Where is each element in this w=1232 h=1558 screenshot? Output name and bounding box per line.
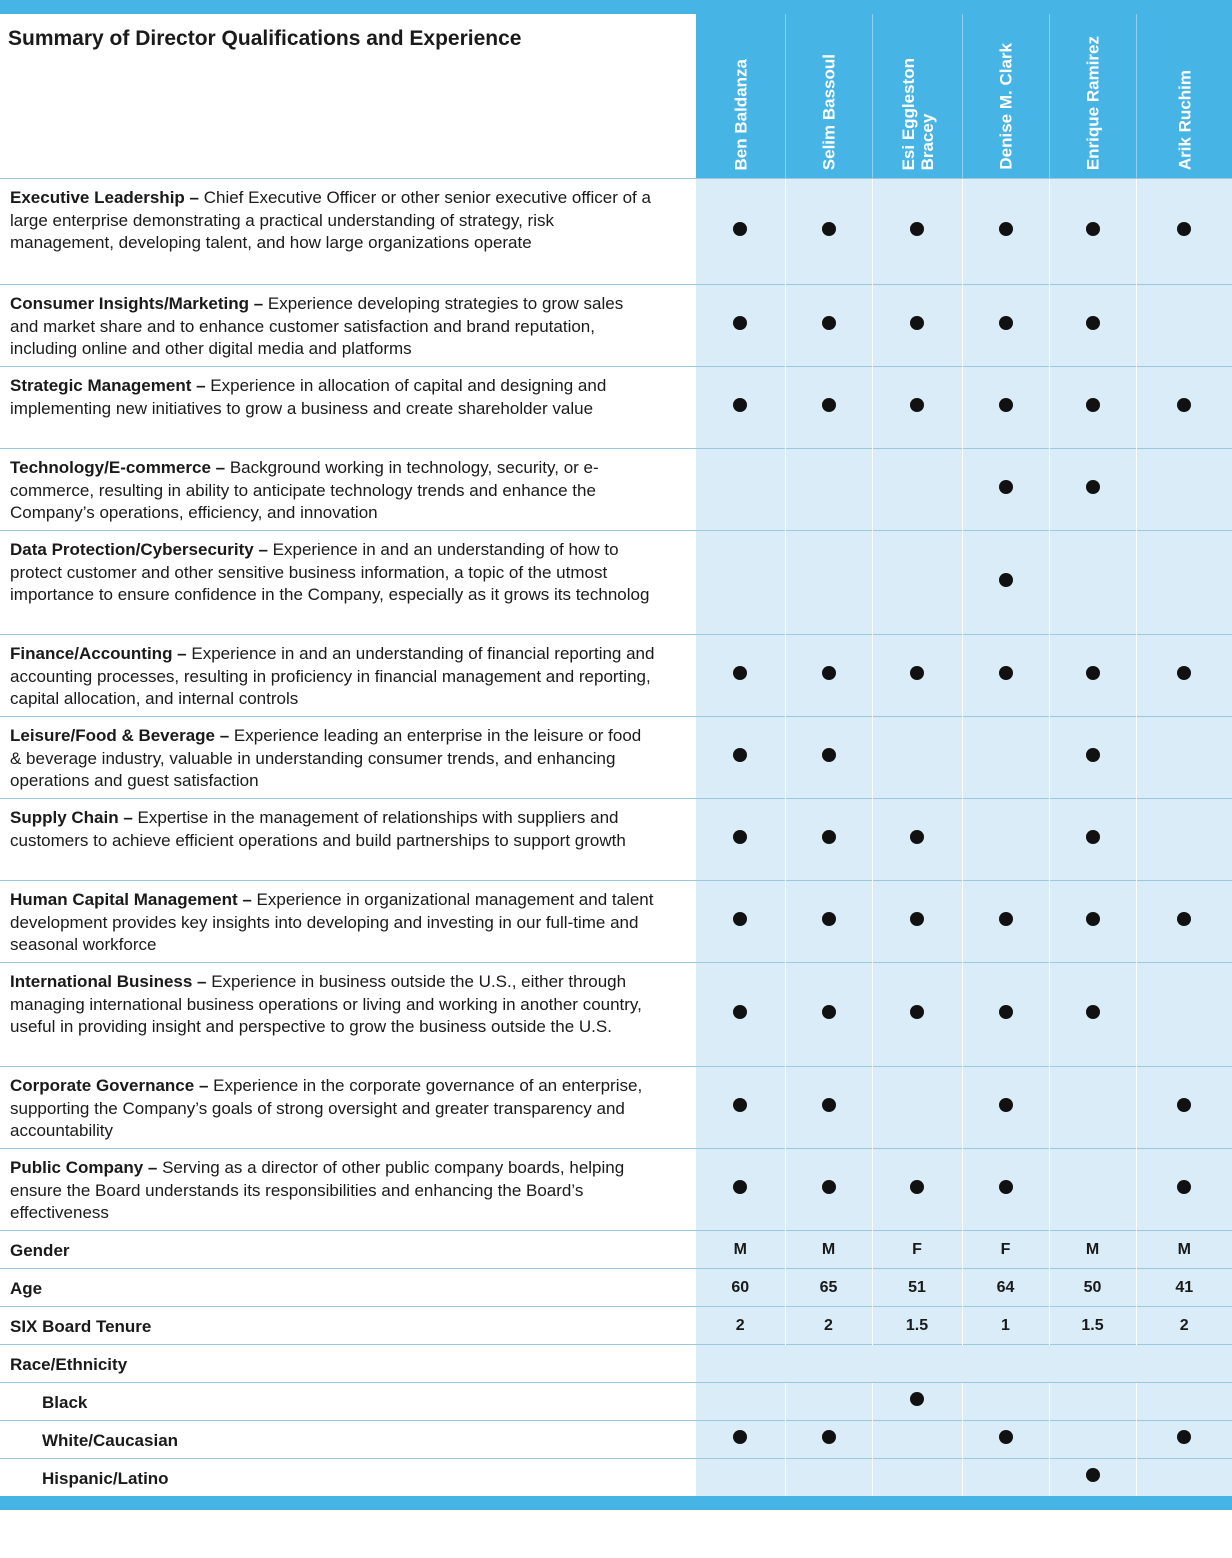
stat-label: SIX Board Tenure xyxy=(0,1307,696,1345)
matrix-cell xyxy=(872,799,962,881)
qualification-title: Finance/Accounting – xyxy=(10,644,187,663)
director-column-header xyxy=(1049,14,1136,178)
stat-value: 51 xyxy=(872,1269,962,1307)
director-name: Esi Eggleston Bracey xyxy=(898,57,937,170)
director-column-header xyxy=(962,14,1049,178)
qualification-title: International Business – xyxy=(10,972,207,991)
qualification-row xyxy=(0,717,1232,799)
matrix-cell xyxy=(696,1421,785,1459)
matrix-cell xyxy=(785,881,872,963)
check-dot-icon xyxy=(822,666,836,680)
check-dot-icon xyxy=(822,830,836,844)
check-dot-icon xyxy=(1086,748,1100,762)
check-dot-icon xyxy=(910,316,924,330)
matrix-cell xyxy=(962,881,1049,963)
matrix-cell xyxy=(872,367,962,449)
matrix-cell xyxy=(785,1383,872,1421)
check-dot-icon xyxy=(910,1180,924,1194)
stat-value: M xyxy=(1049,1231,1136,1269)
matrix-cell xyxy=(1049,449,1136,531)
matrix-cell xyxy=(962,367,1049,449)
check-dot-icon xyxy=(733,748,747,762)
stat-value: 1.5 xyxy=(872,1307,962,1345)
check-dot-icon xyxy=(733,1098,747,1112)
qualification-description: Background working in technology, security, or e-commerce, resulting in ability to anticipate technology trends and enhance the Company’s operations, efficiency, and innovation xyxy=(10,458,599,522)
matrix-cell xyxy=(1136,1459,1232,1497)
qualification-row xyxy=(0,179,1232,285)
race-heading: Race/Ethnicity xyxy=(0,1345,696,1383)
check-dot-icon xyxy=(822,1180,836,1194)
qualification-row xyxy=(0,449,1232,531)
matrix-cell xyxy=(1136,449,1232,531)
qualification-description: Experience leading an enterprise in the leisure or food & beverage industry, valuable in understanding consumer trends, and enhancing operations and guest satisfaction xyxy=(10,726,642,790)
stat-value: 2 xyxy=(696,1307,785,1345)
matrix-cell xyxy=(785,1421,872,1459)
matrix-cell xyxy=(1136,881,1232,963)
check-dot-icon xyxy=(1177,1098,1191,1112)
matrix-cell xyxy=(872,449,962,531)
matrix-cell xyxy=(785,1149,872,1231)
page-title: Summary of Director Qualifications and Experience xyxy=(8,27,522,50)
matrix-cell xyxy=(785,799,872,881)
check-dot-icon xyxy=(733,398,747,412)
check-dot-icon xyxy=(733,1430,747,1444)
matrix-cell xyxy=(872,1459,962,1497)
matrix-cell xyxy=(1049,963,1136,1067)
matrix-cell xyxy=(962,531,1049,635)
stat-value: 64 xyxy=(962,1269,1049,1307)
qualification-description: Experience in organizational management and talent development provides key insights into developing and investing in our full-time and seasonal workforce xyxy=(10,890,654,954)
check-dot-icon xyxy=(999,480,1013,494)
matrix-cell xyxy=(872,285,962,367)
check-dot-icon xyxy=(822,1005,836,1019)
check-dot-icon xyxy=(999,316,1013,330)
qualification-description: Serving as a director of other public company boards, helping ensure the Board understands its responsibilities and enhancing the Board’s effectiveness xyxy=(10,1158,625,1222)
stat-value: 1 xyxy=(962,1307,1049,1345)
matrix-cell xyxy=(696,179,785,285)
matrix-cell xyxy=(696,1383,785,1421)
stat-label: Gender xyxy=(0,1231,696,1269)
director-name: Denise M. Clark xyxy=(996,43,1016,170)
race-heading-band xyxy=(696,1345,1232,1383)
matrix-cell xyxy=(962,717,1049,799)
qualification-title: Supply Chain – xyxy=(10,808,133,827)
check-dot-icon xyxy=(910,1005,924,1019)
director-column-header xyxy=(872,14,962,178)
check-dot-icon xyxy=(910,1392,924,1406)
matrix-cell xyxy=(696,1149,785,1231)
matrix-cell xyxy=(872,1067,962,1149)
check-dot-icon xyxy=(999,398,1013,412)
matrix-cell xyxy=(872,1149,962,1231)
matrix-cell xyxy=(785,367,872,449)
check-dot-icon xyxy=(999,1098,1013,1112)
matrix-cell xyxy=(696,717,785,799)
check-dot-icon xyxy=(1086,316,1100,330)
check-dot-icon xyxy=(822,398,836,412)
check-dot-icon xyxy=(733,222,747,236)
matrix-cell xyxy=(962,1383,1049,1421)
matrix-cell xyxy=(1049,1421,1136,1459)
matrix-cell xyxy=(1136,367,1232,449)
matrix-cell xyxy=(1049,717,1136,799)
check-dot-icon xyxy=(1086,666,1100,680)
qualification-row xyxy=(0,367,1232,449)
director-header-band xyxy=(696,14,1232,178)
matrix-cell xyxy=(962,179,1049,285)
qualification-title: Consumer Insights/Marketing – xyxy=(10,294,264,313)
matrix-cell xyxy=(696,285,785,367)
qualification-title: Strategic Management – xyxy=(10,376,206,395)
matrix-cell xyxy=(1049,531,1136,635)
qualification-title: Human Capital Management – xyxy=(10,890,252,909)
stat-value: M xyxy=(785,1231,872,1269)
qualification-label xyxy=(0,963,696,1067)
qualification-label xyxy=(0,449,696,531)
check-dot-icon xyxy=(1086,830,1100,844)
qualification-description: Experience in allocation of capital and designing and implementing new initiatives to grow a business and create shareholder value xyxy=(10,376,607,418)
matrix-cell xyxy=(1136,1383,1232,1421)
matrix-cell xyxy=(872,963,962,1067)
matrix-cell xyxy=(785,1067,872,1149)
bottom-accent-bar xyxy=(0,1496,1232,1510)
matrix-cell xyxy=(785,531,872,635)
matrix-cell xyxy=(962,285,1049,367)
matrix-cell xyxy=(785,285,872,367)
check-dot-icon xyxy=(910,666,924,680)
check-dot-icon xyxy=(999,1180,1013,1194)
check-dot-icon xyxy=(999,222,1013,236)
race-label: White/Caucasian xyxy=(0,1421,696,1459)
matrix-cell xyxy=(962,1459,1049,1497)
qualification-title: Corporate Governance – xyxy=(10,1076,209,1095)
matrix-cell xyxy=(1049,367,1136,449)
matrix-cell xyxy=(696,635,785,717)
director-column-header xyxy=(785,14,872,178)
check-dot-icon xyxy=(733,666,747,680)
check-dot-icon xyxy=(733,1180,747,1194)
director-name: Arik Ruchim xyxy=(1175,69,1194,170)
qualification-row xyxy=(0,881,1232,963)
matrix-cell xyxy=(1136,179,1232,285)
stat-value: 41 xyxy=(1136,1269,1232,1307)
check-dot-icon xyxy=(1177,398,1191,412)
matrix-cell xyxy=(1136,285,1232,367)
matrix-cell xyxy=(872,1421,962,1459)
matrix-cell xyxy=(872,635,962,717)
qualification-row xyxy=(0,285,1232,367)
qualification-label xyxy=(0,531,696,635)
matrix-cell xyxy=(785,963,872,1067)
qualification-description: Experience in and an understanding of financial reporting and accounting processes, resulting in proficiency in financial management and reporting, capital allocation, and internal controls xyxy=(10,644,655,708)
matrix-cell xyxy=(696,799,785,881)
stat-value: 50 xyxy=(1049,1269,1136,1307)
check-dot-icon xyxy=(999,666,1013,680)
matrix-cell xyxy=(785,449,872,531)
check-dot-icon xyxy=(733,316,747,330)
stat-row xyxy=(0,1307,1232,1345)
stat-value: 1.5 xyxy=(1049,1307,1136,1345)
qualification-title: Data Protection/Cybersecurity – xyxy=(10,540,268,559)
qualification-description: Experience in business outside the U.S., either through managing international business operations or living and working in another country, useful in providing insight and perspective to grow the business outside the U.S. xyxy=(10,972,642,1036)
stat-value: M xyxy=(696,1231,785,1269)
race-label: Hispanic/Latino xyxy=(0,1459,696,1497)
matrix-cell xyxy=(1136,1067,1232,1149)
qualification-title: Executive Leadership – xyxy=(10,188,199,207)
check-dot-icon xyxy=(910,912,924,926)
matrix-cell xyxy=(1136,717,1232,799)
check-dot-icon xyxy=(1177,1430,1191,1444)
matrix-cell xyxy=(872,531,962,635)
matrix-cell xyxy=(872,881,962,963)
matrix-cell xyxy=(872,717,962,799)
matrix-cell xyxy=(1049,1383,1136,1421)
matrix-cell xyxy=(1136,799,1232,881)
qualification-label xyxy=(0,881,696,963)
matrix-cell xyxy=(962,635,1049,717)
check-dot-icon xyxy=(910,222,924,236)
qualification-label xyxy=(0,717,696,799)
matrix-cell xyxy=(1049,1067,1136,1149)
check-dot-icon xyxy=(1177,666,1191,680)
top-accent-bar xyxy=(0,0,1232,14)
check-dot-icon xyxy=(1086,1005,1100,1019)
matrix-cell xyxy=(696,449,785,531)
qualification-description: Chief Executive Officer or other senior executive officer of a large enterprise demonstrating a practical understanding of strategy, risk management, developing talent, and how large organizations operate xyxy=(10,188,651,252)
director-name: Ben Baldanza xyxy=(731,58,750,170)
matrix-cell xyxy=(1049,179,1136,285)
matrix-cell xyxy=(1049,799,1136,881)
matrix-cell xyxy=(696,1067,785,1149)
race-label: Black xyxy=(0,1383,696,1421)
race-row xyxy=(0,1459,1232,1497)
qualification-title: Public Company – xyxy=(10,1158,158,1177)
qualification-description: Experience in the corporate governance of an enterprise, supporting the Company’s goals of strong oversight and greater transparency and accountability xyxy=(10,1076,643,1140)
qualification-description: Experience developing strategies to grow sales and market share and to enhance customer satisfaction and brand reputation, including online and other digital media and platforms xyxy=(10,294,624,358)
matrix-cell xyxy=(1136,1149,1232,1231)
stat-value: 2 xyxy=(1136,1307,1232,1345)
director-name: Selim Bassoul xyxy=(819,53,839,170)
matrix-cell xyxy=(872,179,962,285)
check-dot-icon xyxy=(1086,222,1100,236)
qualification-label xyxy=(0,1149,696,1231)
qualification-title: Leisure/Food & Beverage – xyxy=(10,726,230,745)
matrix-cell xyxy=(872,1383,962,1421)
qualification-row xyxy=(0,799,1232,881)
check-dot-icon xyxy=(910,830,924,844)
director-name: Enrique Ramirez xyxy=(1083,35,1103,170)
matrix-cell xyxy=(1136,635,1232,717)
matrix-cell xyxy=(962,1421,1049,1459)
matrix-cell xyxy=(1136,963,1232,1067)
check-dot-icon xyxy=(1086,1468,1100,1482)
check-dot-icon xyxy=(910,398,924,412)
stat-value: 60 xyxy=(696,1269,785,1307)
matrix-cell xyxy=(1136,531,1232,635)
stat-value: 2 xyxy=(785,1307,872,1345)
matrix-cell xyxy=(696,881,785,963)
qualification-row xyxy=(0,531,1232,635)
matrix-cell xyxy=(962,1149,1049,1231)
matrix-cell xyxy=(1049,285,1136,367)
matrix-cell xyxy=(785,635,872,717)
stat-row xyxy=(0,1231,1232,1269)
check-dot-icon xyxy=(822,912,836,926)
qualification-description: Experience in and an understanding of how to protect customer and other sensitive business information, a topic of the utmost importance to ensure confidence in the Company, especially as it grows its technolog xyxy=(10,540,650,604)
matrix-cell xyxy=(696,1459,785,1497)
matrix-cell xyxy=(1049,635,1136,717)
director-column-header xyxy=(696,14,785,178)
matrix-cell xyxy=(962,799,1049,881)
check-dot-icon xyxy=(733,830,747,844)
qualification-label xyxy=(0,1067,696,1149)
stat-value: F xyxy=(962,1231,1049,1269)
race-row xyxy=(0,1421,1232,1459)
qualification-row xyxy=(0,1149,1232,1231)
qualification-row xyxy=(0,963,1232,1067)
check-dot-icon xyxy=(999,1430,1013,1444)
check-dot-icon xyxy=(999,573,1013,587)
matrix-cell xyxy=(785,1459,872,1497)
matrix-cell xyxy=(1049,881,1136,963)
race-row xyxy=(0,1383,1232,1421)
matrix-cell xyxy=(696,963,785,1067)
check-dot-icon xyxy=(1086,398,1100,412)
check-dot-icon xyxy=(822,1430,836,1444)
check-dot-icon xyxy=(733,1005,747,1019)
qualification-label xyxy=(0,179,696,285)
stat-row xyxy=(0,1269,1232,1307)
qualifications-matrix xyxy=(0,178,1232,1497)
qualification-label xyxy=(0,285,696,367)
matrix-cell xyxy=(696,531,785,635)
check-dot-icon xyxy=(999,912,1013,926)
qualification-description: Expertise in the management of relationships with suppliers and customers to achieve efficient operations and build partnerships to support growth xyxy=(10,808,626,850)
stat-label: Age xyxy=(0,1269,696,1307)
matrix-cell xyxy=(1136,1421,1232,1459)
qualification-row xyxy=(0,1067,1232,1149)
check-dot-icon xyxy=(822,316,836,330)
check-dot-icon xyxy=(1177,222,1191,236)
stat-value: F xyxy=(872,1231,962,1269)
qualification-title: Technology/E-commerce – xyxy=(10,458,226,477)
stat-value: M xyxy=(1136,1231,1232,1269)
qualification-label xyxy=(0,635,696,717)
check-dot-icon xyxy=(1086,912,1100,926)
check-dot-icon xyxy=(733,912,747,926)
matrix-cell xyxy=(1049,1459,1136,1497)
qualification-row xyxy=(0,635,1232,717)
check-dot-icon xyxy=(999,1005,1013,1019)
matrix-cell xyxy=(785,179,872,285)
qualification-label xyxy=(0,367,696,449)
stat-value: 65 xyxy=(785,1269,872,1307)
check-dot-icon xyxy=(822,1098,836,1112)
check-dot-icon xyxy=(1177,912,1191,926)
qualification-label xyxy=(0,799,696,881)
matrix-cell xyxy=(1049,1149,1136,1231)
matrix-cell xyxy=(785,717,872,799)
check-dot-icon xyxy=(1086,480,1100,494)
matrix-cell xyxy=(962,1067,1049,1149)
race-heading-row xyxy=(0,1345,1232,1383)
check-dot-icon xyxy=(822,222,836,236)
matrix-cell xyxy=(962,963,1049,1067)
check-dot-icon xyxy=(822,748,836,762)
director-column-header xyxy=(1136,14,1232,178)
matrix-cell xyxy=(962,449,1049,531)
check-dot-icon xyxy=(1177,1180,1191,1194)
matrix-cell xyxy=(696,367,785,449)
